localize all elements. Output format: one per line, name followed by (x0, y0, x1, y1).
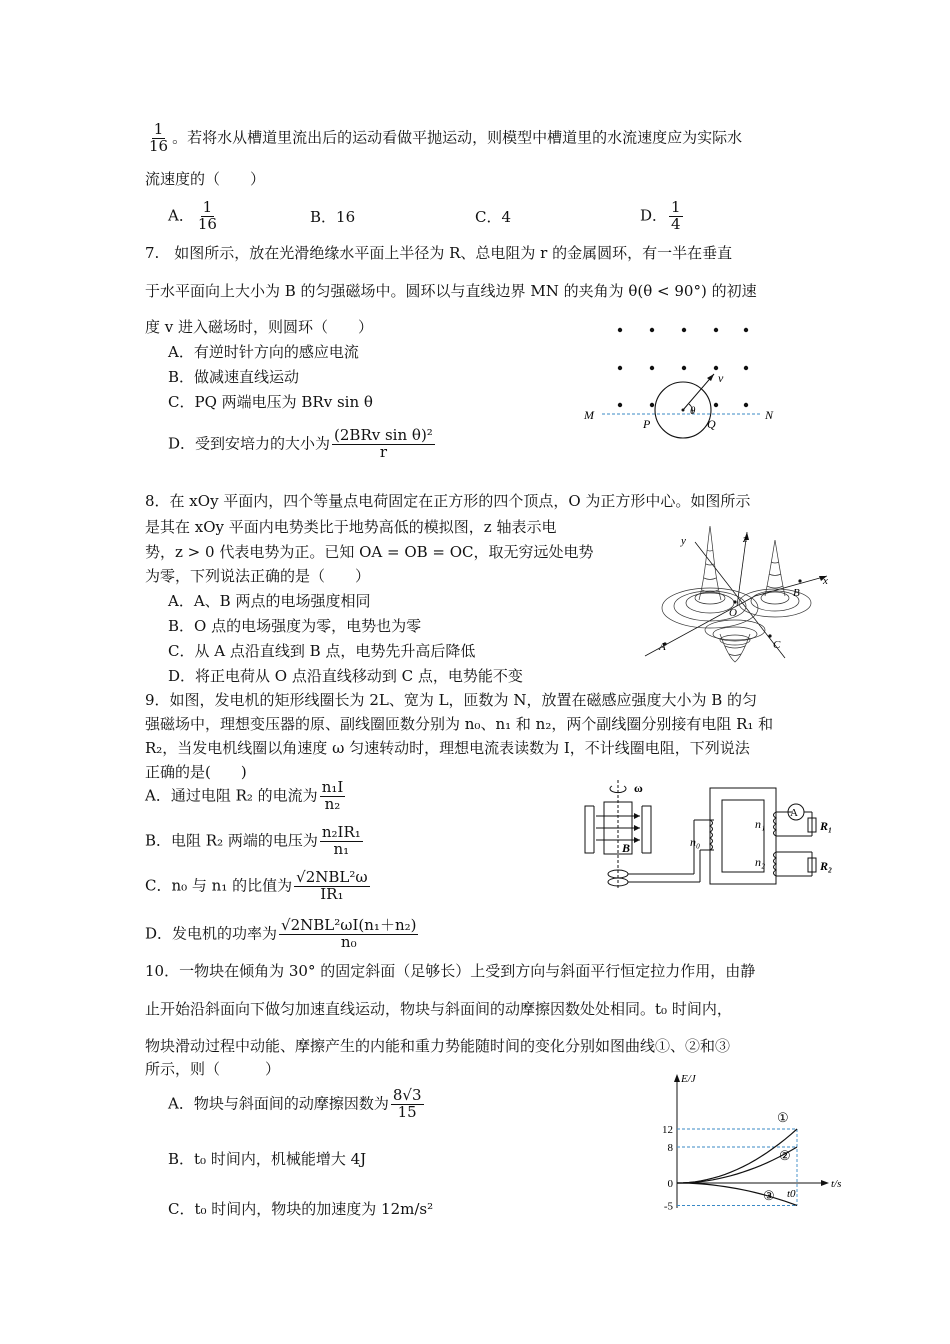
series-label-2: ② (779, 1148, 791, 1163)
label-m: M (584, 408, 594, 422)
y-tick-label-3: -5 (663, 1200, 673, 1213)
q10-option-b: B．t₀ 时间内，机械能增大 4J (168, 1150, 367, 1168)
q8-line2: 是其在 xOy 平面内电势类比于地势高低的模拟图，z 轴表示电 (145, 518, 557, 536)
label-o: O (729, 607, 737, 619)
label-r2: R₂ (820, 859, 833, 873)
q8-option-c: C．从 A 点沿直线到 B 点，电势先升高后降低 (168, 642, 476, 660)
q10-line1: 10．一物块在倾角为 30° 的固定斜面（足够长）上受到方向与斜面平行恒定拉力作用，由静 (145, 962, 756, 980)
q7-option-a: A．有逆时针方向的感应电流 (168, 343, 359, 361)
y-tick-label-2: 0 (667, 1178, 673, 1190)
q10-line4: 所示，则（ ） (145, 1060, 281, 1078)
q9-option-b: B．电阻 R₂ 两端的电压为 $\frac{\text{n₂IR₁}}{\text{n₁}}$ (145, 823, 361, 858)
y-tick-label-1: 8 (667, 1142, 673, 1154)
q9-option-c: C．n₀ 与 n₁ 的比值为 $\frac{\text{√2NBL²ω}}{\text{IR₁}}$ (145, 868, 368, 903)
q9-line3: R₂，当发电机线圈以角速度 ω 匀速转动时，理想电流表读数为 I，不计线圈电阻，下列说法 (145, 739, 750, 757)
q7-option-d: D．受到安培力的大小为 $\frac{\text{(2BRv sin θ)²}}{r}$ (168, 426, 433, 461)
q9-line4: 正确的是( ) (145, 763, 247, 781)
q6-line1-text: 。若将水从槽道里流出后的运动看做平抛运动，则模型中槽道里的水流速度应为实际水 (172, 128, 743, 147)
q6-line1 (145, 122, 742, 155)
q8-option-d: D．将正电荷从 O 点沿直线移动到 C 点，电势能不变 (168, 667, 523, 685)
label-b: B (622, 841, 631, 855)
label-r1: R₁ (820, 819, 833, 833)
energy-time-chart (655, 1068, 855, 1218)
frac-numerator: 1 (153, 120, 164, 138)
q9-figure (582, 778, 847, 896)
q6-option-b: B．16 (310, 208, 356, 226)
peak-right (739, 540, 811, 617)
q9-option-d: D．发电机的功率为 $\frac{\text{√2NBL²ωI(n₁＋n₂)}}{\text{n₀}}$ (145, 916, 417, 951)
frac-denominator: 16 (149, 136, 169, 155)
q7-option-c: C．PQ 两端电压为 BRv sin θ (168, 393, 373, 411)
label-c: C (773, 639, 781, 651)
q7-line2: 于水平面向上大小为 B 的匀强磁场中。圆环以与直线边界 MN 的夹角为 θ(θ < 90°) 的初速 (145, 282, 757, 300)
q7-option-b: B．做减速直线运动 (168, 368, 300, 386)
q8-option-b: B．O 点的电场强度为零，电势也为零 (168, 617, 422, 635)
label-theta: θ (690, 405, 696, 417)
x-axis-label: t/s (831, 1178, 842, 1190)
q7-line1: 7. 如图所示，放在光滑绝缘水平面上半径为 R、总电阻为 r 的金属圆环，有一半在垂直 (145, 244, 733, 262)
q6-line2: 流速度的（ ） (145, 170, 266, 188)
q6-option-c: C．4 (475, 208, 512, 226)
q7-line3: 度 v 进入磁场时，则圆环（ ） (145, 318, 374, 336)
q6-fraction (147, 122, 170, 155)
x-tick-label-0: t0 (787, 1188, 796, 1200)
q10-line2: 止开始沿斜面向下做匀加速直线运动，物块与斜面间的动摩擦因数处处相同。t₀ 时间内， (145, 1000, 732, 1018)
label-n0: n₀ (690, 835, 701, 849)
q8-line1: 8．在 xOy 平面内，四个等量点电荷固定在正方形的四个顶点，O 为正方形中心。如图所示 (145, 492, 751, 510)
q7-figure (580, 318, 780, 448)
label-omega: ω (634, 781, 643, 795)
label-y: y (681, 535, 686, 547)
label-a: A (659, 641, 666, 653)
label-x: x (823, 575, 828, 587)
label-n1: n₁ (755, 817, 766, 831)
q8-line3: 势，z > 0 代表电势为正。已知 OA = OB = OC，取无穷远处电势 (145, 543, 594, 561)
q8-figure (635, 518, 840, 668)
label-b: B (793, 587, 800, 599)
y-axis-label: E/J (681, 1073, 696, 1085)
q6-option-a: A． $\frac{1}{16}$ (168, 198, 217, 233)
q9-line2: 强磁场中，理想变压器的原、副线圈匝数分别为 n₀、n₁ 和 n₂，两个副线圈分别接有电阻 R₁ 和 (145, 715, 774, 733)
label-n2: n₂ (755, 855, 766, 869)
q6-option-d: D． $\frac{1}{4}$ (640, 198, 681, 233)
q8-option-a: A．A、B 两点的电场强度相同 (168, 592, 371, 610)
label-v: v (718, 371, 724, 385)
ammeter-label: A (790, 807, 798, 819)
well-bottom (705, 620, 765, 662)
q9-option-a: A．通过电阻 R₂ 的电流为 $\frac{\text{n₁I}}{\text{n₂}}$ (145, 778, 344, 813)
q10-option-a: A．物块与斜面间的动摩擦因数为 $\frac{8√3}{15}$ (168, 1086, 422, 1121)
label-n: N (765, 408, 774, 422)
series-label-1: ① (777, 1110, 789, 1125)
y-tick-label-0: 12 (662, 1124, 673, 1136)
label-q: Q (707, 417, 716, 431)
q10-line3: 物块滑动过程中动能、摩擦产生的内能和重力势能随时间的变化分别如图曲线①、②和③ (145, 1037, 731, 1055)
q9-line1: 9．如图，发电机的矩形线圈长为 2L、宽为 L，匝数为 N，放置在磁感应强度大小为 B 的匀 (145, 691, 758, 709)
label-p: P (643, 417, 651, 431)
field-dots (618, 328, 748, 407)
q8-line4: 为零，下列说法正确的是（ ） (145, 567, 371, 585)
label-z: z (743, 533, 748, 545)
series-curve-3 (677, 1183, 797, 1206)
series-label-3: ③ (763, 1188, 775, 1203)
q10-option-c: C．t₀ 时间内，物块的加速度为 12m/s² (168, 1200, 434, 1218)
